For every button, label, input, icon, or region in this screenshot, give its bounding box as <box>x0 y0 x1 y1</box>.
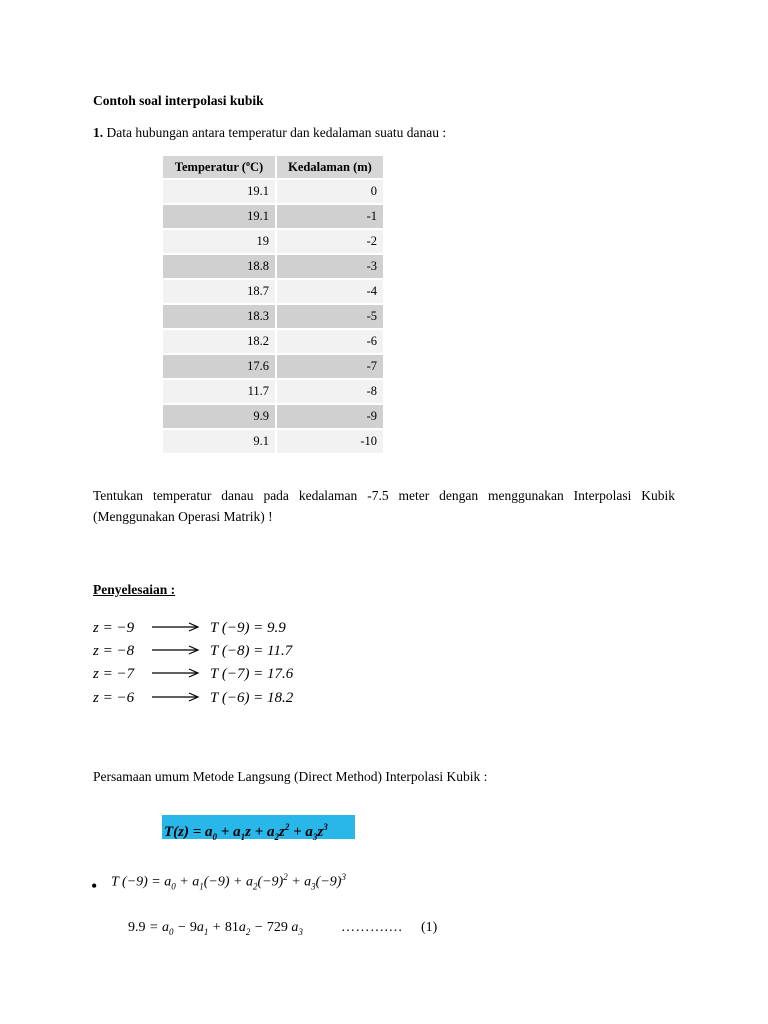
cell-temperatur: 19.1 <box>163 205 275 228</box>
task-text-line2: (Menggunakan Operasi Matrik) ! <box>93 509 273 524</box>
header-kedalaman: Kedalaman (m) <box>277 156 383 178</box>
page-title: Contoh soal interpolasi kubik <box>93 93 264 108</box>
table-row <box>163 205 383 228</box>
table-row <box>163 230 383 253</box>
cell-temperatur: 17.6 <box>163 355 275 378</box>
cell-kedalaman: -8 <box>277 380 383 403</box>
cell-kedalaman: -7 <box>277 355 383 378</box>
solution-heading: Penyelesaian : <box>93 582 176 597</box>
table-row <box>163 280 383 303</box>
question-1 <box>93 125 446 141</box>
right-arrow-icon <box>151 621 201 633</box>
equation-1: $9.9 = a_0 - 9a_1 + 81a_2 - 729$ $a_3$ <box>128 920 303 937</box>
table-row <box>163 180 383 203</box>
table-row <box>163 305 383 328</box>
cell-temperatur: 9.9 <box>163 405 275 428</box>
table-row <box>163 255 383 278</box>
t-value: T (−7) = 17.6 <box>210 666 294 682</box>
cell-temperatur: 19 <box>163 230 275 253</box>
cell-kedalaman: 0 <box>277 180 383 203</box>
equation-substitution: T $(-9) = a_0 + a_1(-9) + a_2(-9)^2 + a_3(-9)^3$ <box>111 872 346 892</box>
z-value: z = −9 <box>93 620 135 636</box>
t-value: T (−8) = 11.7 <box>210 643 293 659</box>
cell-temperatur: 18.2 <box>163 330 275 353</box>
equation-number: (1) <box>421 920 438 935</box>
task-text-line1: Tentukan temperatur danau pada kedalaman -7.5 meter dengan menggunakan Interpolasi Kubik <box>93 488 675 503</box>
cell-temperatur: 19.1 <box>163 180 275 203</box>
header-temperatur: Temperatur ($^o$C) <box>163 156 275 178</box>
table-header-row <box>163 156 383 178</box>
t-value: T (−6) = 18.2 <box>210 690 294 706</box>
cell-temperatur: 18.8 <box>163 255 275 278</box>
table-row <box>163 330 383 353</box>
cell-kedalaman: -5 <box>277 305 383 328</box>
cell-temperatur: 18.7 <box>163 280 275 303</box>
right-arrow-icon <box>151 644 201 656</box>
table-row <box>163 405 383 428</box>
z-value: z = −7 <box>93 666 135 682</box>
cell-kedalaman: -9 <box>277 405 383 428</box>
cell-kedalaman: -2 <box>277 230 383 253</box>
cubic-formula: $T(z) = a_0 + a_1z + a_2z^2 + a_3z^3$ <box>162 815 355 839</box>
table-row <box>163 380 383 403</box>
leader-dots: ……….… <box>341 920 403 935</box>
question-number: 1. <box>93 125 104 140</box>
z-value: z = −6 <box>93 690 135 706</box>
cell-kedalaman: -3 <box>277 255 383 278</box>
cell-kedalaman: -1 <box>277 205 383 228</box>
cell-kedalaman: -6 <box>277 330 383 353</box>
data-table <box>161 154 385 455</box>
right-arrow-icon <box>151 667 201 679</box>
method-intro: Persamaan umum Metode Langsung (Direct Method) Interpolasi Kubik : <box>93 769 488 784</box>
t-value: T (−9) = 9.9 <box>210 620 286 636</box>
bullet-icon: • <box>91 876 98 896</box>
cell-kedalaman: -10 <box>277 430 383 453</box>
cell-temperatur: 18.3 <box>163 305 275 328</box>
cell-temperatur: 9.1 <box>163 430 275 453</box>
cell-temperatur: 11.7 <box>163 380 275 403</box>
question-text: Data hubungan antara temperatur dan kedalaman suatu danau : <box>103 125 447 140</box>
table-row <box>163 430 383 453</box>
cell-kedalaman: -4 <box>277 280 383 303</box>
right-arrow-icon <box>151 691 201 703</box>
table-row <box>163 355 383 378</box>
z-value: z = −8 <box>93 643 135 659</box>
